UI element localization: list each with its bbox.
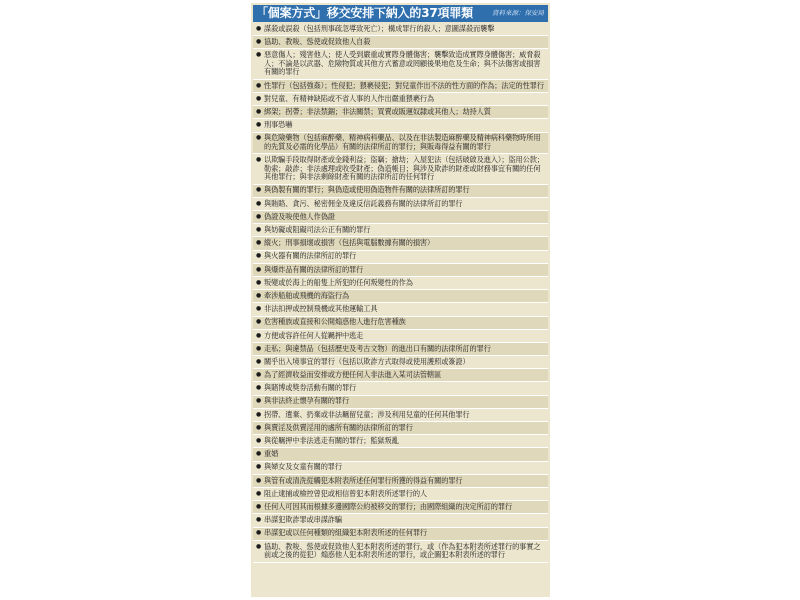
list-item	[253, 264, 548, 277]
bullet-icon: ●	[256, 226, 262, 234]
list-item	[253, 356, 548, 369]
bullet-icon: ●	[256, 384, 262, 392]
offence-text: 刑事恐嚇	[264, 120, 293, 130]
bullet-icon: ●	[256, 156, 262, 164]
panel-title: 「個案方式」移交安排下納入的37項罪類	[256, 6, 473, 20]
offence-text: 與婦女及女童有關的罪行	[264, 462, 342, 472]
list-item	[253, 317, 548, 330]
list-item	[253, 251, 548, 264]
bullet-icon: ●	[256, 371, 262, 379]
list-item	[253, 501, 548, 514]
bullet-icon: ●	[256, 305, 262, 313]
bullet-icon: ●	[256, 134, 262, 142]
list-item	[253, 448, 548, 461]
bullet-icon: ●	[256, 410, 262, 418]
list-item	[253, 435, 548, 448]
bullet-icon: ●	[256, 24, 262, 32]
offence-text: 與賣淫及供賣淫用的處所有關的法律所訂的罪行	[264, 422, 413, 432]
offence-text: 關乎出入境事宜的罪行（包括以欺詐方式取得或使用護照或簽證）	[264, 356, 470, 366]
bullet-icon: ●	[256, 51, 262, 59]
offence-text: 與賭博或獎券活動有關的罪行	[264, 383, 357, 393]
offence-text: 縱火；刑事損壞或損害（包括與電腦數據有關的損害）	[264, 238, 435, 248]
offence-text: 與從羈押中非法逃走有關的罪行；監獄叛亂	[264, 436, 399, 446]
offence-text: 阻止逮捕或檢控曾犯或相信曾犯本附表所述罪行的人	[264, 488, 428, 498]
offence-text: 與賄賂、貪污、秘密佣金及違反信託義務有關的法律所訂的罪行	[264, 198, 463, 208]
list-item	[253, 290, 548, 303]
offence-text: 協助、教唆、慫使或促致他人自殺	[264, 36, 371, 46]
bullet-icon: ●	[256, 542, 262, 550]
bullet-icon: ●	[256, 107, 262, 115]
bullet-icon: ●	[256, 529, 262, 537]
bullet-icon: ●	[256, 252, 262, 260]
list-item	[253, 330, 548, 343]
list-item	[253, 154, 548, 184]
list-item	[253, 488, 548, 501]
list-item	[253, 36, 548, 49]
list-item	[253, 422, 548, 435]
list-item	[253, 224, 548, 237]
offence-text: 與爆炸品有關的法律所訂的罪行	[264, 264, 364, 274]
list-item	[253, 211, 548, 224]
offence-text: 與危險藥物（包括麻醉藥、精神病科藥品、以及在非法製造麻醉藥及精神病科藥物時所用的先質及必需的化學品）有關的法律所訂的罪行；與販毒得益有關的罪行	[264, 133, 541, 151]
offence-text: 對兒童、有精神缺陷或不省人事的人作出嚴重猥褻行為	[264, 93, 435, 103]
list-item	[253, 93, 548, 106]
list-item	[253, 119, 548, 132]
offence-text: 與妨礙或阻礙司法公正有關的罪行	[264, 225, 371, 235]
panel-header	[253, 5, 548, 22]
list-item	[253, 369, 548, 382]
bullet-icon: ●	[256, 121, 262, 129]
offence-text: 為了經濟收益而安排或方便任何人非法進入某司法管轄區	[264, 370, 442, 380]
offence-text: 綁架；拐帶；非法禁錮；非法關禁；買賣或販運奴隸或其他人；劫持人質	[264, 106, 491, 116]
list-item	[253, 409, 548, 422]
bullet-icon: ●	[256, 199, 262, 207]
list-item	[253, 23, 548, 36]
offence-text: 拐帶、遺棄、扔棄或非法羈留兒童；涉及利用兒童的任何其他罪行	[264, 409, 470, 419]
list-item	[253, 49, 548, 79]
bullet-icon: ●	[256, 437, 262, 445]
offence-text: 與非法終止懷孕有關的罪行	[264, 396, 350, 406]
bullet-icon: ●	[256, 357, 262, 365]
bullet-icon: ●	[256, 463, 262, 471]
offence-text: 偽證及唆使他人作偽證	[264, 211, 335, 221]
list-item	[253, 80, 548, 93]
bullet-icon: ●	[256, 239, 262, 247]
offence-text: 以欺騙手段取得財產或金錢利益；盜竊；搶劫；入屋犯法（包括破啟及進入）；盜用公款；勒索；敲詐；非法處理或收受財產；偽造帳目；與涉及欺詐的財產或財務事宜有關的任何其他罪行；與非法剩餘財產有關的法律所訂的任何罪行	[264, 155, 544, 182]
offence-text: 協助、教唆、慫使或促致他人犯本附表所述的罪行，或（作為犯本附表所述罪行的事實之前或之後的從犯）煽惑他人犯本附表所述的罪行，或企圖犯本附表所述的罪行	[264, 541, 541, 560]
offence-text: 串謀犯欺詐罪或串謀詐騙	[264, 515, 342, 525]
list-item	[253, 106, 548, 119]
bullet-icon: ●	[256, 265, 262, 273]
bullet-icon: ●	[256, 291, 262, 299]
offence-text: 走私；與違禁品（包括歷史及考古文物）的進出口有關的法律所訂的罪行	[264, 343, 491, 353]
bullet-icon: ●	[256, 423, 262, 431]
offence-text: 非法扣押或控制飛機或其他運輸工具	[264, 304, 378, 314]
bullet-icon: ●	[256, 476, 262, 484]
list-item	[253, 185, 548, 198]
bullet-icon: ●	[256, 450, 262, 458]
offence-text: 性罪行（包括強姦）；性侵犯；猥褻侵犯；對兒童作出不法的性方面的作為；法定的性罪行	[264, 80, 544, 90]
list-item	[253, 237, 548, 250]
list-item	[253, 343, 548, 356]
list-item	[253, 475, 548, 488]
offence-text: 串謀犯或以任何種類的組織犯本附表所述的任何罪行	[264, 528, 428, 538]
list-item	[253, 198, 548, 211]
list-item	[253, 528, 548, 541]
list-item	[253, 514, 548, 527]
offence-list	[251, 23, 550, 563]
offence-text: 任何人可因其而根據多邊國際公約被移交的罪行；由國際組織的決定所訂的罪行	[264, 501, 513, 511]
list-item	[253, 133, 548, 155]
list-item	[253, 303, 548, 316]
bullet-icon: ●	[256, 318, 262, 326]
list-item	[253, 382, 548, 395]
offence-text: 牽涉船舶或飛機的海盜行為	[264, 290, 350, 300]
bullet-icon: ●	[256, 502, 262, 510]
bullet-icon: ●	[256, 397, 262, 405]
bullet-icon: ●	[256, 516, 262, 524]
bullet-icon: ●	[256, 37, 262, 45]
bullet-icon: ●	[256, 278, 262, 286]
offence-text: 與偽製有關的罪行；與偽造或使用偽造物件有關的法律所訂的罪行	[264, 185, 470, 195]
bullet-icon: ●	[256, 344, 262, 352]
bullet-icon: ●	[256, 331, 262, 339]
source-credit: 資料來源：保安局	[492, 9, 544, 17]
offence-text: 與火器有關的法律所訂的罪行	[264, 251, 357, 261]
bullet-icon: ●	[256, 81, 262, 89]
offence-text: 惡意傷人；殘害他人；使人受到嚴重或實際身體傷害；襲擊致造成實際身體傷害；威脅殺人；不論是以武器、危險物質或其他方式蓄意或罔顧後果地危及生命；與不法傷害或損害有關的罪行	[264, 50, 541, 77]
list-item	[253, 277, 548, 290]
offence-text: 危害種族或直接和公開煽惑他人進行危害種族	[264, 317, 406, 327]
offence-text: 謀殺或誤殺（包括刑事疏忽導致死亡）；構成罪行的殺人；意圖謀殺而襲擊	[264, 23, 495, 33]
bullet-icon: ●	[256, 489, 262, 497]
bullet-icon: ●	[256, 186, 262, 194]
offence-text: 叛變或於海上的船隻上所犯的任何叛變性的作為	[264, 277, 413, 287]
bullet-icon: ●	[256, 212, 262, 220]
list-item	[253, 396, 548, 409]
list-item	[253, 462, 548, 475]
offence-text: 與管有或清洗從觸犯本附表所述任何罪行所獲的得益有關的罪行	[264, 475, 463, 485]
offences-panel	[251, 3, 550, 597]
offence-text: 重婚	[264, 449, 279, 459]
list-item	[253, 541, 548, 563]
bullet-icon: ●	[256, 94, 262, 102]
offence-text: 方便或容許任何人從羈押中逃走	[264, 330, 364, 340]
